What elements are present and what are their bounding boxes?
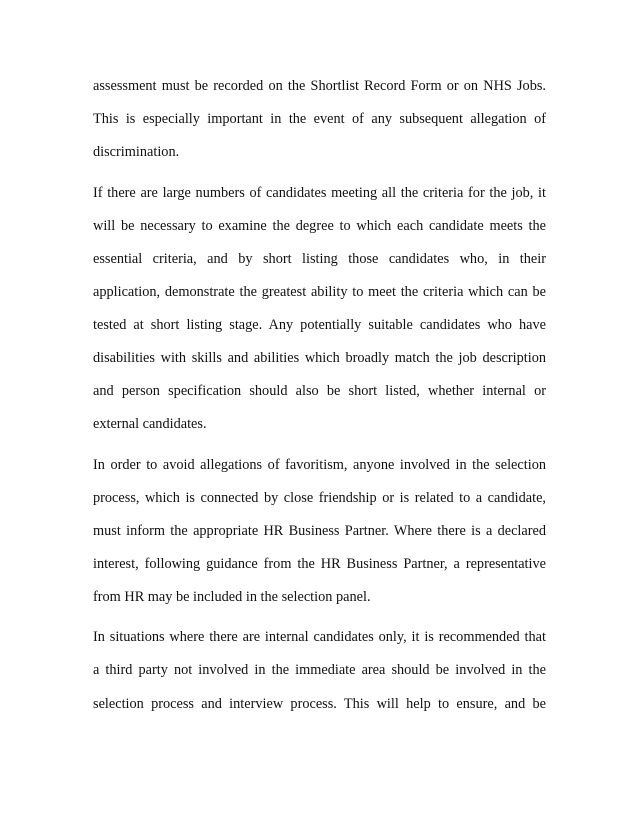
text-line: tested at short listing stage. Any potentially suitable candidates who have <box>93 316 546 333</box>
text-line: If there are large numbers of candidates meeting all the criteria for the job, it <box>93 184 546 201</box>
text-line: external candidates. <box>93 416 207 433</box>
paragraph <box>93 621 546 720</box>
text-line: This is especially important in the event of any subsequent allegation of <box>93 111 546 128</box>
paragraph-spacing <box>93 614 546 621</box>
text-line: application, demonstrate the greatest ability to meet the criteria which can be <box>93 283 546 300</box>
text-line: must inform the appropriate HR Business Partner. Where there is a declared <box>93 522 546 539</box>
paragraph <box>93 70 546 169</box>
text-line: essential criteria, and by short listing those candidates who, in their <box>93 250 546 267</box>
text-line: from HR may be included in the selection panel. <box>93 589 371 605</box>
text-line: interest, following guidance from the HR Business Partner, a representative <box>93 555 546 572</box>
text-line: In order to avoid allegations of favoritism, anyone involved in the selection <box>93 456 546 473</box>
text-line: process, which is connected by close friendship or is related to a candidate, <box>93 489 546 506</box>
text-line: and person specification should also be short listed, whether internal or <box>93 383 546 400</box>
text-line: selection process and interview process. This will help to ensure, and be <box>93 695 546 712</box>
paragraph <box>93 177 546 442</box>
text-line: discrimination. <box>93 144 180 161</box>
text-line: disabilities with skills and abilities which broadly match the job description <box>93 350 546 367</box>
paragraph <box>93 449 546 614</box>
text-line: assessment must be recorded on the Shortlist Record Form or on NHS Jobs. <box>93 78 546 94</box>
text-line: In situations where there are internal candidates only, it is recommended that <box>93 629 546 646</box>
text-line: will be necessary to examine the degree to which each candidate meets the <box>93 217 546 234</box>
document-body <box>93 70 546 721</box>
text-line: a third party not involved in the immediate area should be involved in the <box>93 662 546 679</box>
paragraph-spacing <box>93 169 546 176</box>
paragraph-spacing <box>93 441 546 448</box>
